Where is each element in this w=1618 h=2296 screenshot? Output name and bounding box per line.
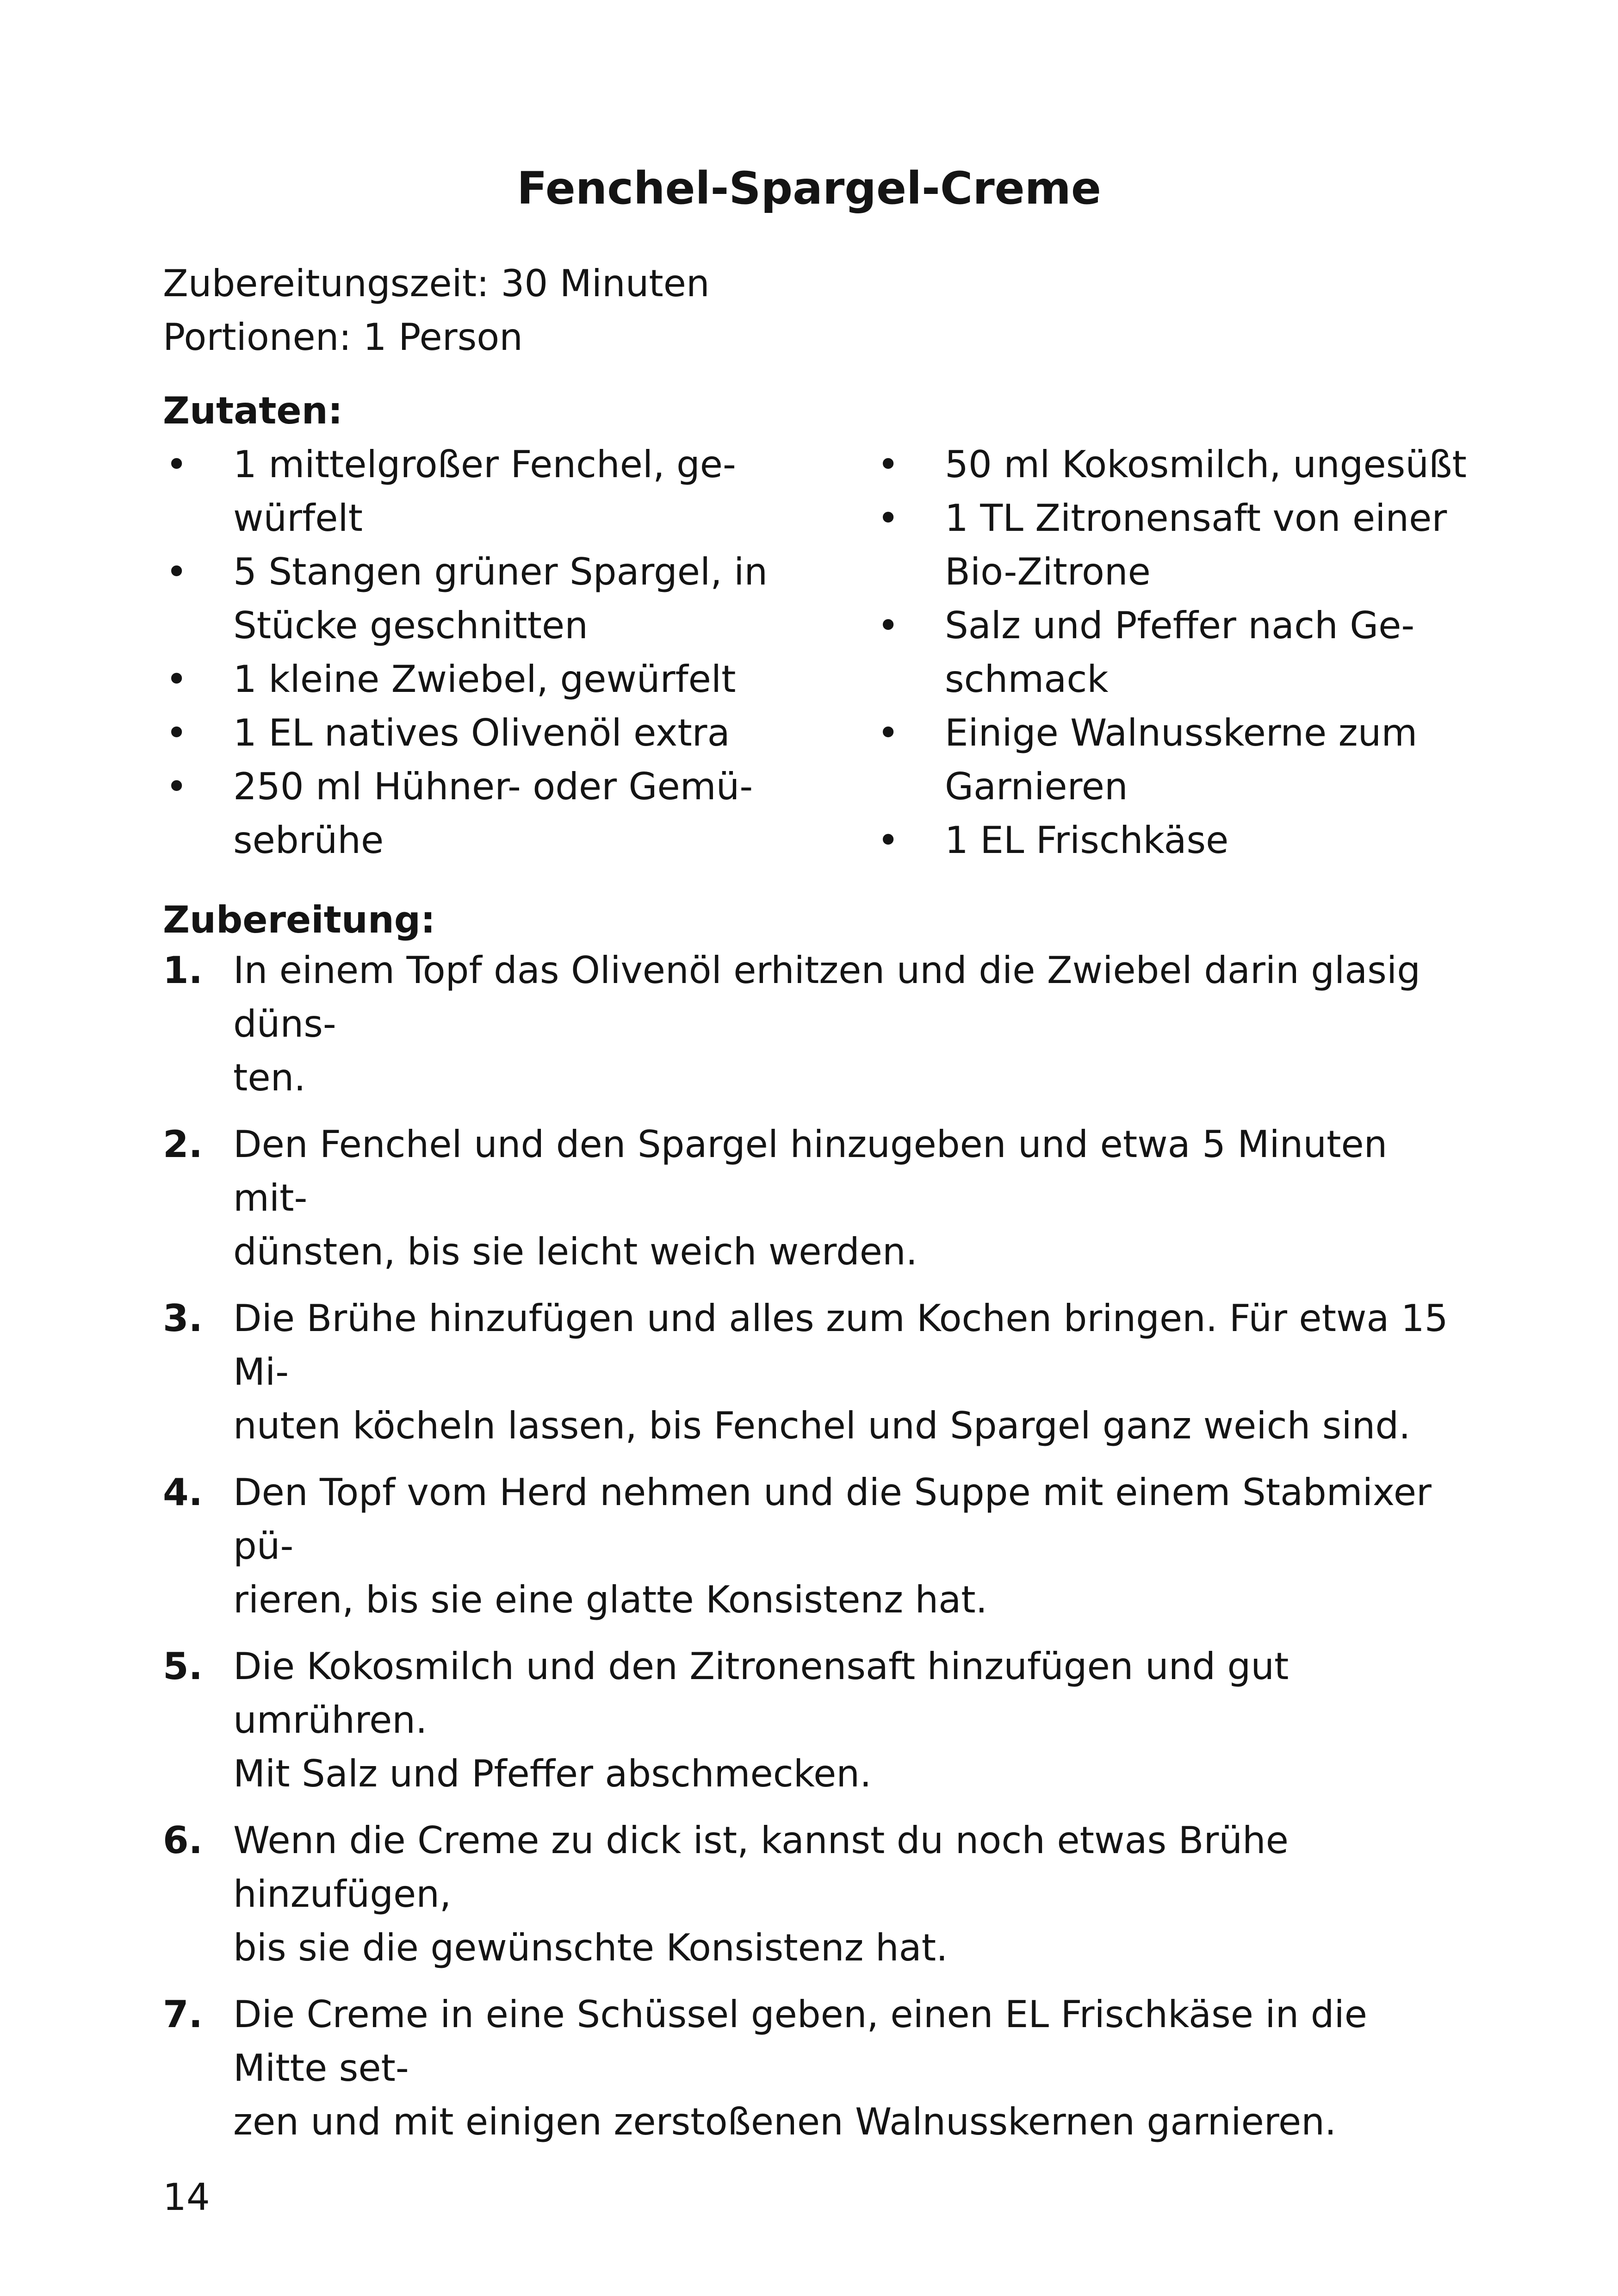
ingredient-item (163, 706, 801, 760)
step-text: Den Fenchel und den Spargel hinzugeben und etwa 5 Minuten mit- dünsten, bis sie leicht weich werden. (233, 1123, 1388, 1273)
bullet-icon: • (877, 711, 899, 754)
ingredient-text: 5 Stangen grüner Spargel, in Stücke geschnitten (233, 550, 768, 647)
ingredient-item (874, 438, 1471, 492)
recipe-meta (163, 257, 710, 364)
ingredient-item (163, 438, 801, 545)
step-item (163, 944, 1457, 1105)
ingredient-text: 50 ml Kokosmilch, ungesüßt (945, 443, 1467, 486)
ingredient-item (874, 706, 1471, 814)
step-number: 5. (163, 1645, 203, 1688)
step-text: In einem Topf das Olivenöl erhitzen und die Zwiebel darin glasig düns- ten. (233, 949, 1420, 1099)
bullet-icon: • (166, 658, 188, 701)
page-number: 14 (163, 2176, 210, 2219)
ingredient-text: Salz und Pfeffer nach Ge- schmack (945, 604, 1415, 701)
bullet-icon: • (877, 604, 899, 647)
bullet-icon: • (166, 765, 188, 808)
step-number: 4. (163, 1471, 203, 1514)
ingredient-item (163, 760, 801, 867)
bullet-icon: • (166, 550, 188, 593)
step-number: 6. (163, 1819, 203, 1862)
ingredient-text: 1 kleine Zwiebel, gewürfelt (233, 658, 736, 701)
ingredient-text: 250 ml Hühner- oder Gemü- sebrühe (233, 765, 753, 862)
step-number: 2. (163, 1123, 203, 1166)
step-item (163, 1814, 1457, 1975)
bullet-icon: • (166, 711, 188, 754)
servings: Portionen: 1 Person (163, 316, 523, 359)
step-text: Die Brühe hinzufügen und alles zum Kochen bringen. Für etwa 15 Mi- nuten köcheln lassen, bis Fenchel und Spargel ganz weich sind. (233, 1297, 1448, 1447)
step-item (163, 1640, 1457, 1801)
ingredient-text: 1 EL Frischkäse (945, 819, 1229, 862)
ingredient-item (163, 545, 801, 653)
step-item (163, 1466, 1457, 1627)
bullet-icon: • (877, 819, 899, 862)
ingredient-text: 1 mittelgroßer Fenchel, ge- würfelt (233, 443, 736, 540)
step-text: Wenn die Creme zu dick ist, kannst du noch etwas Brühe hinzufügen, bis sie die gewünschte Konsistenz hat. (233, 1819, 1289, 1969)
step-text: Die Kokosmilch und den Zitronensaft hinzufügen und gut umrühren. Mit Salz und Pfeffer abschmecken. (233, 1645, 1289, 1795)
ingredient-text: 1 TL Zitronensaft von einer Bio-Zitrone (945, 497, 1447, 593)
step-number: 1. (163, 949, 203, 992)
recipe-title: Fenchel-Spargel-Creme (517, 162, 1101, 214)
preparation-steps (163, 944, 1457, 2162)
step-text: Den Topf vom Herd nehmen und die Suppe mit einem Stabmixer pü- rieren, bis sie eine glatte Konsistenz hat. (233, 1471, 1432, 1621)
bullet-icon: • (166, 443, 188, 486)
ingredient-text: 1 EL natives Olivenöl extra (233, 711, 730, 754)
step-number: 7. (163, 1993, 203, 2036)
step-number: 3. (163, 1297, 203, 1340)
ingredient-item (874, 599, 1471, 706)
ingredients-list-right (874, 438, 1471, 867)
prep-time: Zubereitungszeit: 30 Minuten (163, 262, 710, 305)
ingredient-item (163, 653, 801, 706)
ingredient-item (874, 814, 1471, 867)
bullet-icon: • (877, 443, 899, 486)
step-text: Die Creme in eine Schüssel geben, einen EL Frischkäse in die Mitte set- zen und mit einigen zerstoßenen Walnusskernen garnieren. (233, 1993, 1367, 2143)
ingredient-text: Einige Walnusskerne zum Garnieren (945, 711, 1418, 808)
step-item (163, 1292, 1457, 1453)
preparation-heading: Zubereitung: (163, 898, 436, 941)
ingredient-item (874, 492, 1471, 599)
ingredients-list-left (163, 438, 801, 867)
bullet-icon: • (877, 497, 899, 540)
step-item (163, 1118, 1457, 1279)
step-item (163, 1988, 1457, 2149)
ingredients-heading: Zutaten: (163, 389, 343, 432)
